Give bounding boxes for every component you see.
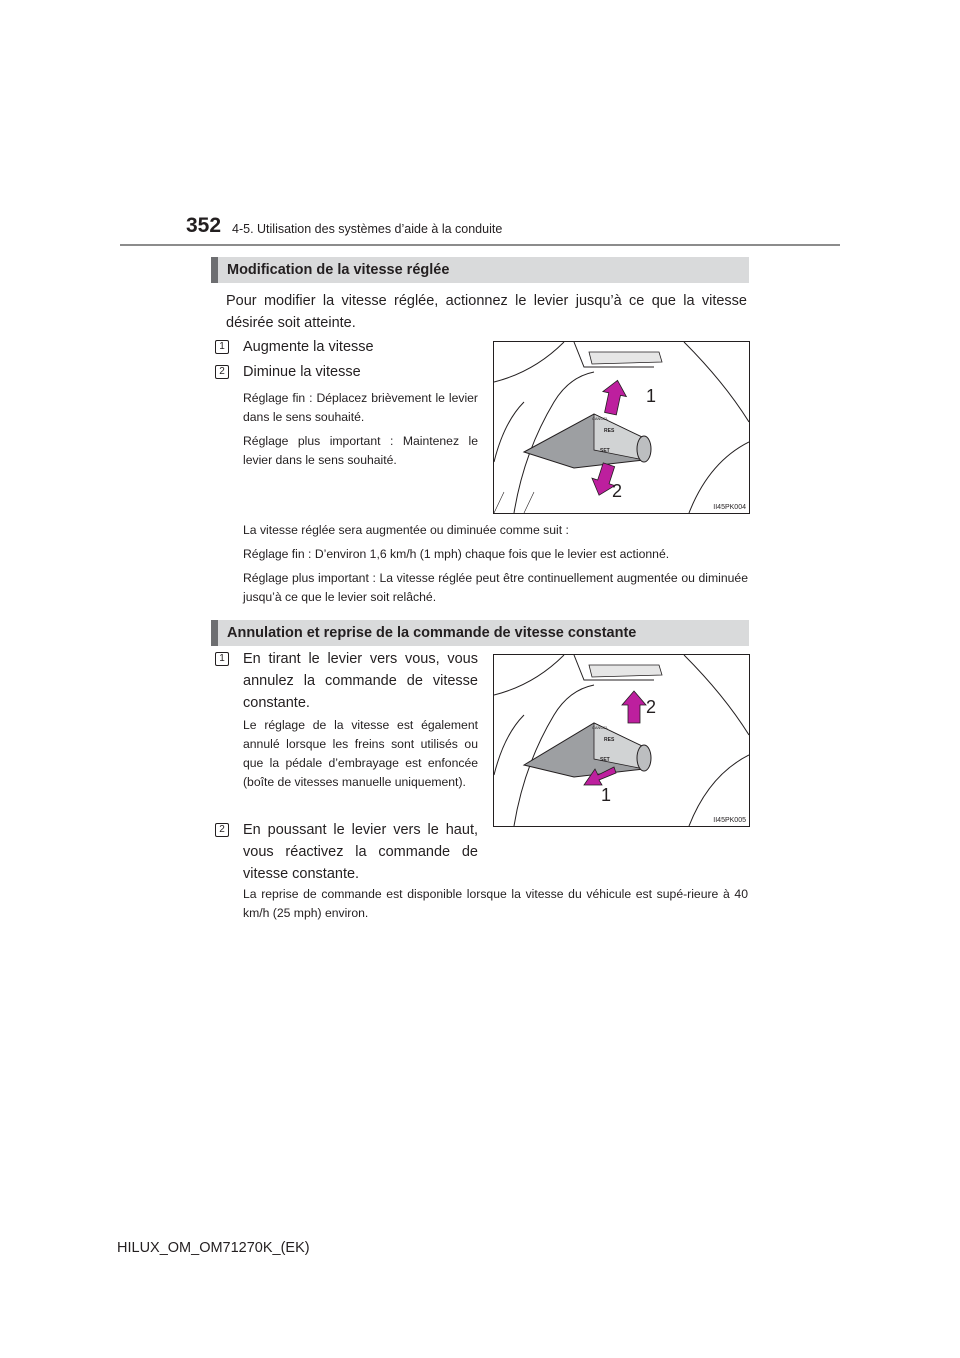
item-increase-speed: Augmente la vitesse bbox=[243, 339, 374, 355]
lever-cancel-label: CANCEL bbox=[592, 416, 609, 421]
arrow-up-icon bbox=[599, 378, 630, 416]
header-rule bbox=[120, 244, 840, 246]
lever-set-label: SET bbox=[600, 448, 610, 454]
item-number-badge: 2 bbox=[215, 365, 229, 379]
arrow-up-icon bbox=[622, 691, 646, 723]
figure-lever-speed-change bbox=[493, 341, 750, 514]
section1-para-2: Réglage fin : D’environ 1,6 km/h (1 mph) chaque fois que le levier est actionné. bbox=[243, 547, 670, 561]
item-number-badge: 1 bbox=[215, 340, 229, 354]
section1-para-3: Réglage plus important : La vitesse réglée peut être continuellement augmentée ou diminuée jusqu’à ce que le levier soit relâché. bbox=[243, 571, 748, 604]
figure-code: II45PK004 bbox=[713, 504, 746, 511]
section1-para-1: La vitesse réglée sera augmentée ou diminuée comme suit : bbox=[243, 523, 569, 537]
lever-illustration bbox=[494, 342, 749, 513]
item-number-badge: 2 bbox=[215, 823, 229, 837]
note-large-adjust: Réglage plus important : Maintenez le levier dans le sens souhaité. bbox=[243, 434, 478, 467]
page-number: 352 bbox=[186, 214, 222, 237]
figure-label-1: 1 bbox=[646, 386, 657, 406]
lever-res-label: RES bbox=[604, 737, 615, 743]
figure-code: II45PK005 bbox=[713, 817, 746, 824]
item-number-badge: 1 bbox=[215, 652, 229, 666]
figure-lever-cancel-resume bbox=[493, 654, 750, 827]
lever-illustration bbox=[494, 655, 749, 826]
chapter-title: 4-5. Utilisation des systèmes d’aide à la conduite bbox=[232, 222, 503, 236]
lever-set-label: SET bbox=[600, 757, 610, 763]
item-decrease-speed: Diminue la vitesse bbox=[243, 364, 361, 380]
section1-intro: Pour modifier la vitesse réglée, actionnez le levier jusqu’à ce que la vitesse désirée soit atteinte. bbox=[226, 293, 747, 331]
document-code: HILUX_OM_OM71270K_(EK) bbox=[117, 1240, 310, 1256]
figure-label-1: 1 bbox=[601, 785, 612, 805]
figure-label-2: 2 bbox=[646, 697, 657, 717]
lever-res-label: RES bbox=[604, 428, 615, 434]
section-heading-speed-change: Modification de la vitesse réglée bbox=[211, 257, 749, 283]
item-cancel: En tirant le levier vers vous, vous annulez la commande de vitesse constante. bbox=[243, 651, 478, 711]
note-cancel: Le réglage de la vitesse est également annulé lorsque les freins sont utilisés ou que la pédale d’embrayage est enfoncée (boîte de vitesses manuelle uniquement). bbox=[243, 718, 478, 789]
lever-cancel-label: CANCEL bbox=[592, 725, 609, 730]
figure-label-2: 2 bbox=[612, 481, 623, 501]
note-resume: La reprise de commande est disponible lorsque la vitesse du véhicule est supé-rieure à 40 km/h (25 mph) environ. bbox=[243, 887, 748, 920]
section-heading-cancel-resume: Annulation et reprise de la commande de vitesse constante bbox=[211, 620, 749, 646]
item-resume: En poussant le levier vers le haut, vous réactivez la commande de vitesse constante. bbox=[243, 822, 478, 882]
note-fine-adjust: Réglage fin : Déplacez brièvement le levier dans le sens souhaité. bbox=[243, 391, 478, 424]
